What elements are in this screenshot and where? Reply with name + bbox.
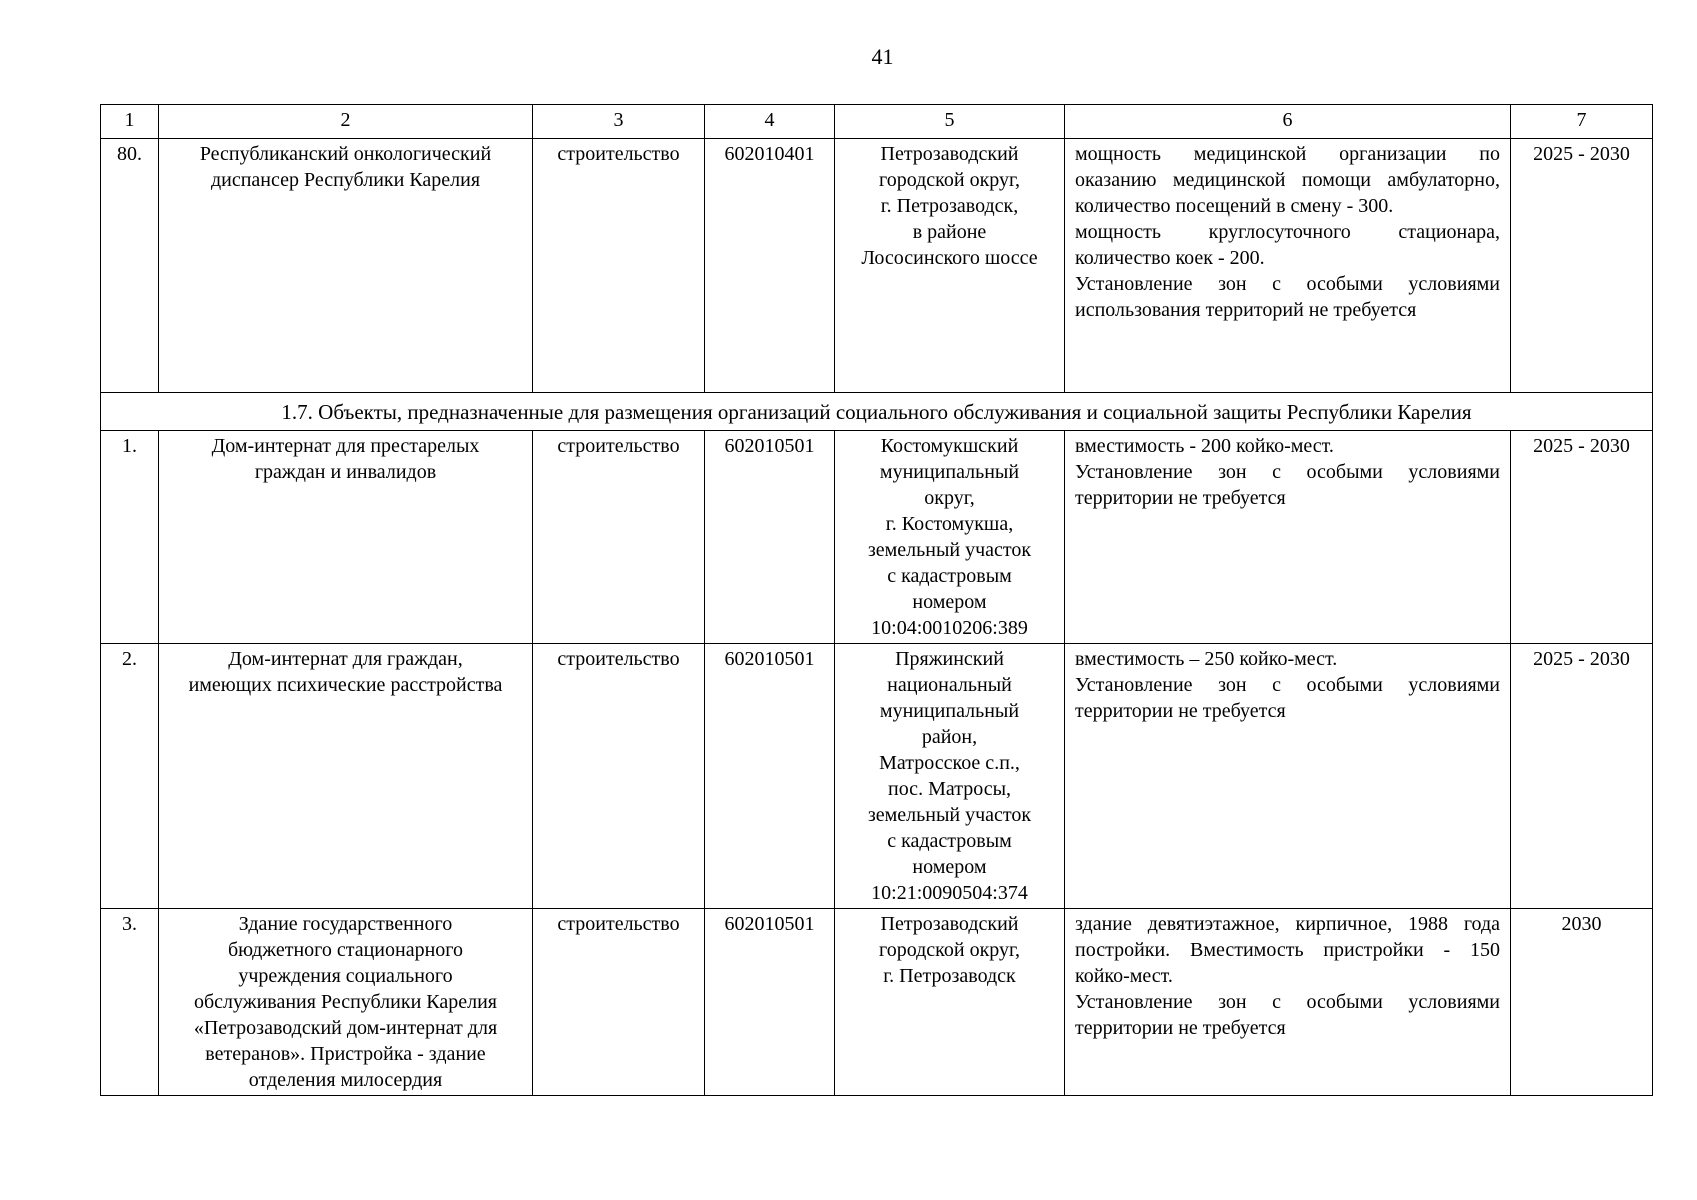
header-cell: 2 <box>159 105 533 139</box>
section-heading-row <box>101 393 1653 431</box>
row-number: 2. <box>101 644 159 909</box>
section-heading: 1.7. Объекты, предназначенные для размещения организаций социального обслуживания и социальной защиты Республики Карелия <box>101 393 1653 431</box>
header-cell: 1 <box>101 105 159 139</box>
object-code: 602010501 <box>705 909 835 1096</box>
row-number: 1. <box>101 431 159 644</box>
header-cell: 4 <box>705 105 835 139</box>
object-params: мощность медицинской организации по оказанию медицинской помощи амбулаторно, количество посещений в смену - 300. мощность круглосуточного стационара, количество коек - 200. Установление зон с особыми условиями использования территорий не требуется <box>1065 139 1511 393</box>
object-period: 2030 <box>1511 909 1653 1096</box>
object-code: 602010501 <box>705 644 835 909</box>
object-type: строительство <box>533 139 705 393</box>
object-name: Дом-интернат для граждан, имеющих психические расстройства <box>159 644 533 909</box>
object-params: вместимость - 200 койко-мест. Установление зон с особыми условиями территории не требуется <box>1065 431 1511 644</box>
object-name: Республиканский онкологический диспансер Республики Карелия <box>159 139 533 393</box>
header-cell: 7 <box>1511 105 1653 139</box>
header-cell: 3 <box>533 105 705 139</box>
page-number: 41 <box>871 44 894 69</box>
object-type: строительство <box>533 909 705 1096</box>
objects-table <box>100 104 1653 1096</box>
table-row <box>101 909 1653 1096</box>
object-location: Пряжинский национальный муниципальный район, Матросское с.п., пос. Матросы, земельный участок с кадастровым номером 10:21:0090504:374 <box>835 644 1065 909</box>
table-header-row <box>101 105 1653 139</box>
object-params: вместимость – 250 койко-мест. Установление зон с особыми условиями территории не требуется <box>1065 644 1511 909</box>
object-code: 602010501 <box>705 431 835 644</box>
header-cell: 5 <box>835 105 1065 139</box>
row-number: 3. <box>101 909 159 1096</box>
object-period: 2025 - 2030 <box>1511 431 1653 644</box>
object-params: здание девятиэтажное, кирпичное, 1988 года постройки. Вместимость пристройки - 150 койко-мест. Установление зон с особыми условиями территории не требуется <box>1065 909 1511 1096</box>
table-row <box>101 431 1653 644</box>
header-cell: 6 <box>1065 105 1511 139</box>
table-row <box>101 644 1653 909</box>
object-period: 2025 - 2030 <box>1511 139 1653 393</box>
object-name: Здание государственного бюджетного стационарного учреждения социального обслуживания Республики Карелия «Петрозаводский дом-интернат для ветеранов». Пристройка - здание отделения милосердия <box>159 909 533 1096</box>
object-location: Петрозаводский городской округ, г. Петрозаводск <box>835 909 1065 1096</box>
object-location: Петрозаводский городской округ, г. Петрозаводск, в районе Лососинского шоссе <box>835 139 1065 393</box>
object-type: строительство <box>533 431 705 644</box>
object-period: 2025 - 2030 <box>1511 644 1653 909</box>
object-name: Дом-интернат для престарелых граждан и инвалидов <box>159 431 533 644</box>
object-code: 602010401 <box>705 139 835 393</box>
table-row <box>101 139 1653 393</box>
row-number: 80. <box>101 139 159 393</box>
object-location: Костомукшский муниципальный округ, г. Костомукша, земельный участок с кадастровым номером 10:04:0010206:389 <box>835 431 1065 644</box>
object-type: строительство <box>533 644 705 909</box>
